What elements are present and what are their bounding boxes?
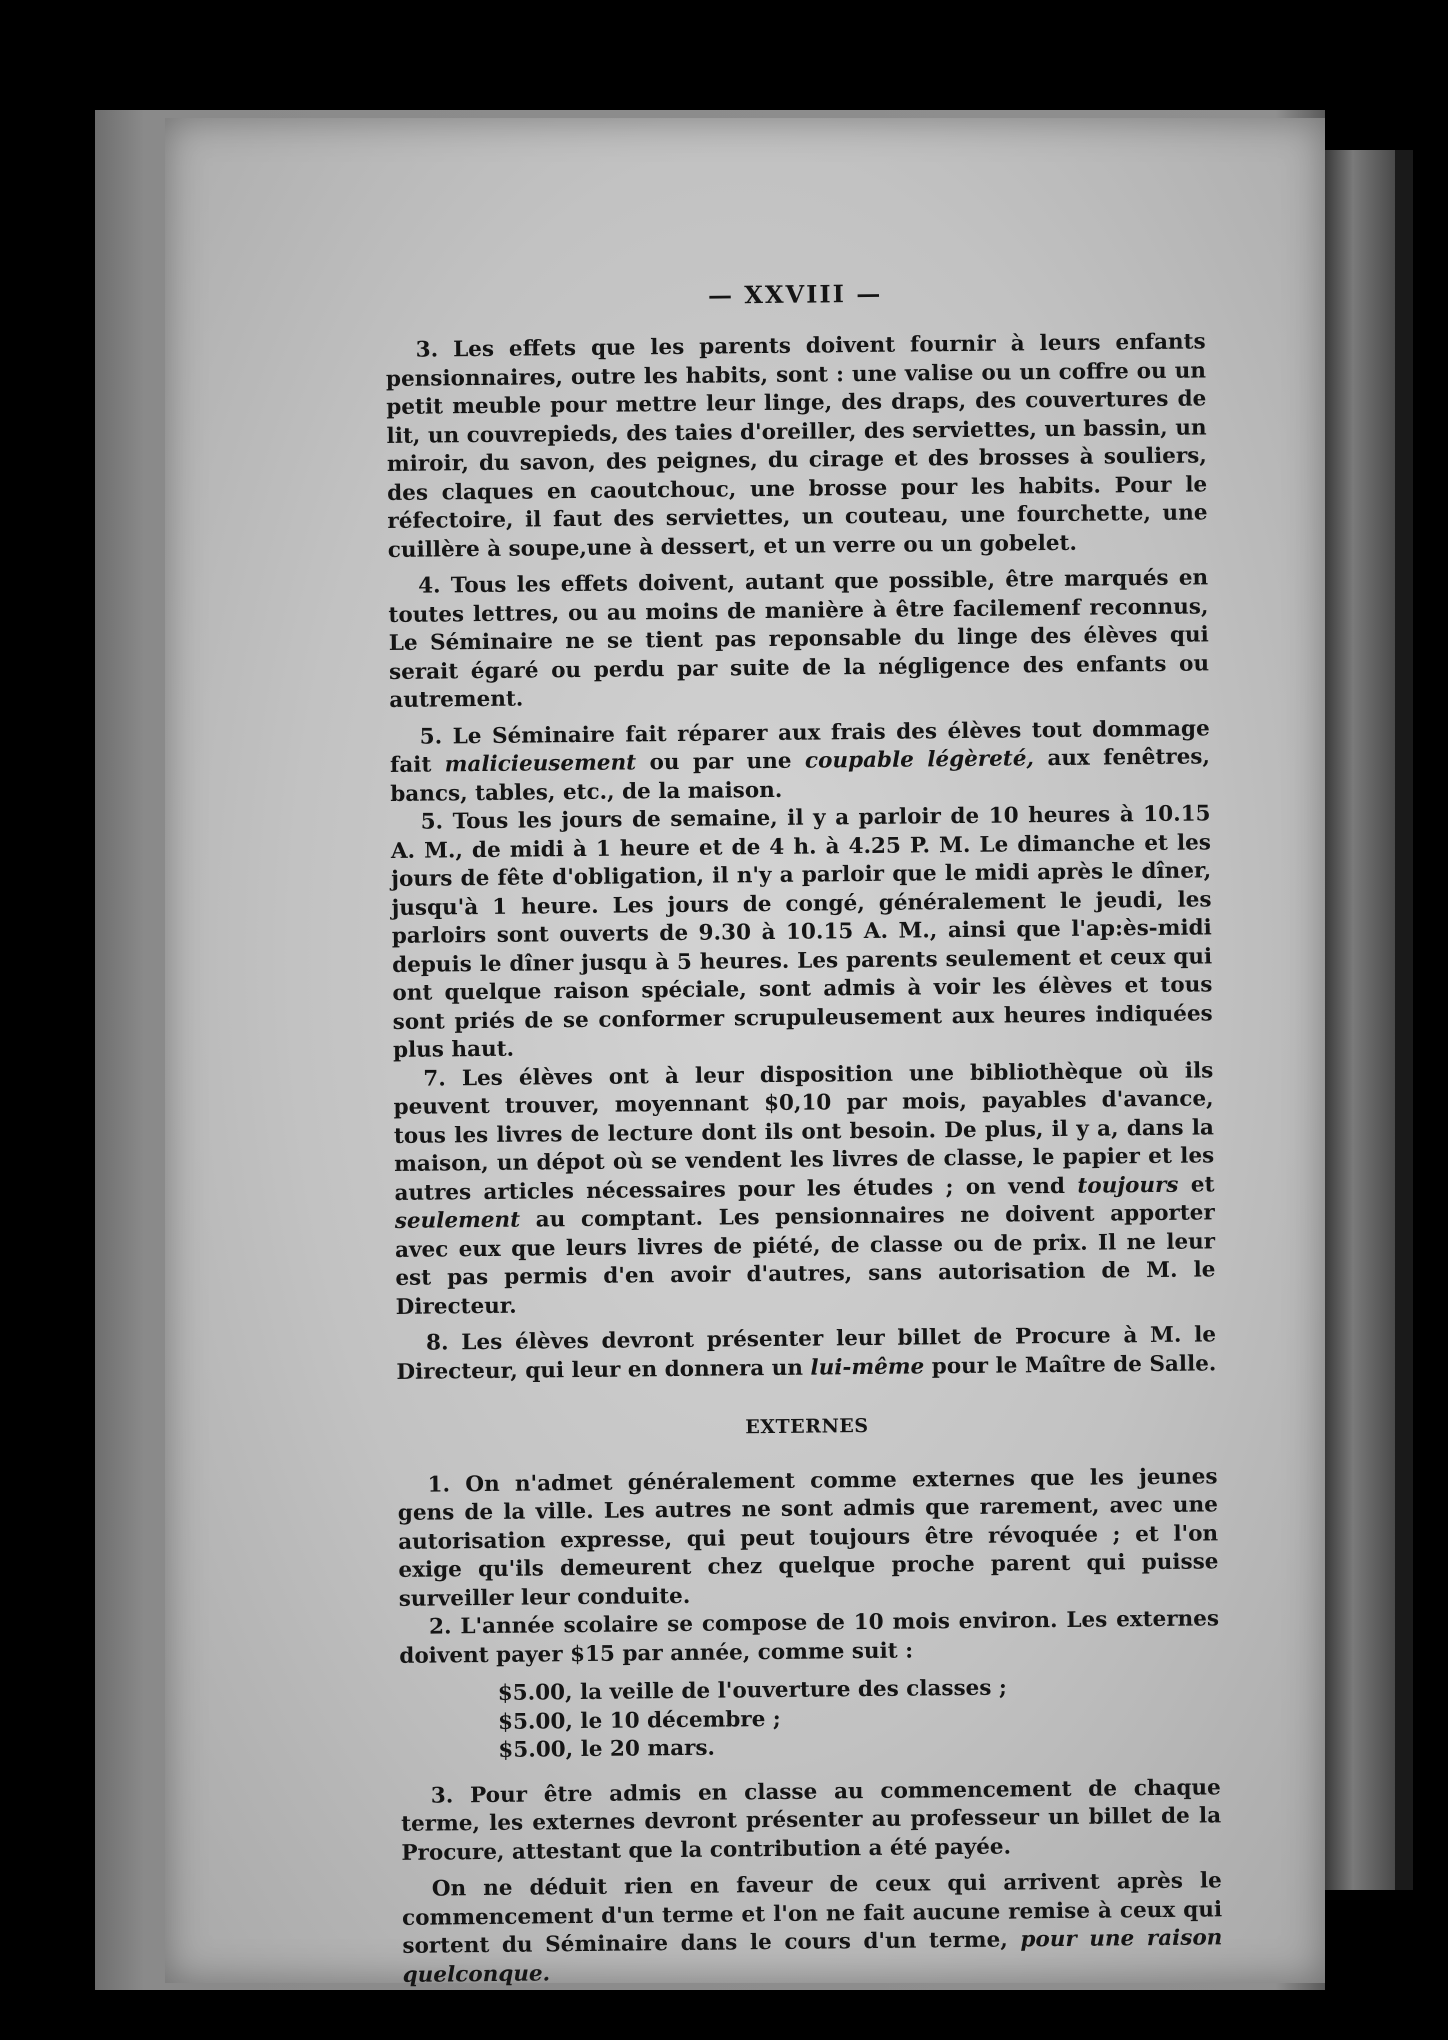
rule-3: 3. Les effets que les parents doivent fournir à leurs enfants pensionnaires, outre les habits, sont : une valise ou un coffre ou un petit meuble pour mettre leur linge, des draps, des couvertures de lit, un couvrepieds, des taies d'oreiller, des serviettes, un bassin, un miroir, du savon, des peignes, du cirage et des brosses à souliers, des claques en caoutchouc, une brosse pour les habits. Pour le réfectoire, il faut des serviettes, un couteau, une fourchette, une cuillère à soupe,une à dessert, et un verre ou un gobelet.: [385, 329, 1208, 563]
fee-item: $5.00, la veille de l'ouverture des classes ;: [497, 1675, 1007, 1706]
scan-right-edge: [1395, 150, 1413, 1890]
fee-schedule: [498, 1672, 1221, 1765]
fee-item: $5.00, le 10 décembre ;: [497, 1706, 781, 1735]
rule-5-damages: 5. Le Séminaire fait réparer aux frais des élèves tout dommage fait malicieusement ou par une coupable légèreté, aux fenêtres, bancs, tables, etc., de la maison.: [389, 715, 1211, 807]
externes-rule-2: 2. L'année scolaire se compose de 10 mois environ. Les externes doivent payer $15 par année, comme suit :: [399, 1606, 1220, 1669]
rule-5-parlour: 5. Tous les jours de semaine, il y a parloir de 10 heures à 10.15 A. M., de midi à 1 heure et de 4 h. à 4.25 P. M. Le dimanche et les jours de fête d'obligation, il n'y a parloir que le midi après le dîner, jusqu'à 1 heure. Les jours de congé, généralement le jeudi, les parloirs sont ouverts de 9.30 à 10.15 A. M., ainsi que l'ap:ès-midi depuis le dîner jusqu à 5 heures. Les parents seulement et ceux qui ont quelque raison spéciale, sont admis à voir les élèves et tous sont priés de se conformer scrupuleusement aux heures indiquées plus haut.: [390, 801, 1213, 1063]
scan-right-strip: [1325, 150, 1395, 1890]
final-note: On ne déduit rien en faveur de ceux qui arrivent après le commencement d'un terme et l'on ne fait aucune remise à ceux qui sortent du Séminaire dans le cours d'un terme, pour une raison quelconque.: [401, 1868, 1223, 1988]
page-content: [385, 276, 1223, 1989]
rule-7: 7. Les élèves ont à leur disposition une bibliothèque où ils peuvent trouver, moyennant $0,10 par mois, payables d'avance, tous les livres de lecture dont ils ont besoin. De plus, il y a, dans la maison, un dépot où se vendent les livres de classe, le papier et les autres articles nécessaires pour les études ; on vend toujours et seulement au comptant. Les pensionnaires ne doivent apporter avec eux que leurs livres de piété, de classe ou de prix. Il ne leur est pas permis d'en avoir d'autres, sans autorisation de M. le Directeur.: [393, 1057, 1216, 1320]
rule-8: 8. Les élèves devront présenter leur billet de Procure à M. le Directeur, qui leur en donnera un lui-même pour le Maître de Salle.: [396, 1322, 1217, 1385]
fee-item: $5.00, le 20 mars.: [498, 1735, 716, 1763]
rule-4: 4. Tous les effets doivent, autant que possible, être marqués en toutes lettres, ou au moins de manière à être facilemenf reconnus, Le Séminaire ne se tient pas reponsable du linge des élèves qui serait égaré ou perdu par suite de la négligence des enfants ou autrement.: [388, 565, 1210, 713]
externes-rule-1: 1. On n'admet généralement comme externes que les jeunes gens de la ville. Les autres ne sont admis que rarement, avec une autorisation expresse, qui peut toujours être révoquée ; et l'on exige qu'ils demeurent chez quelque proche parent qui puisse surveiller leur conduite.: [397, 1463, 1219, 1612]
externes-heading: EXTERNES: [745, 1414, 869, 1439]
running-head: — XXVIII —: [707, 278, 883, 310]
externes-rule-3: 3. Pour être admis en classe au commencement de chaque terme, les externes devront présenter au professeur un billet de la Procure, attestant que la contribution a été payée.: [400, 1774, 1222, 1866]
